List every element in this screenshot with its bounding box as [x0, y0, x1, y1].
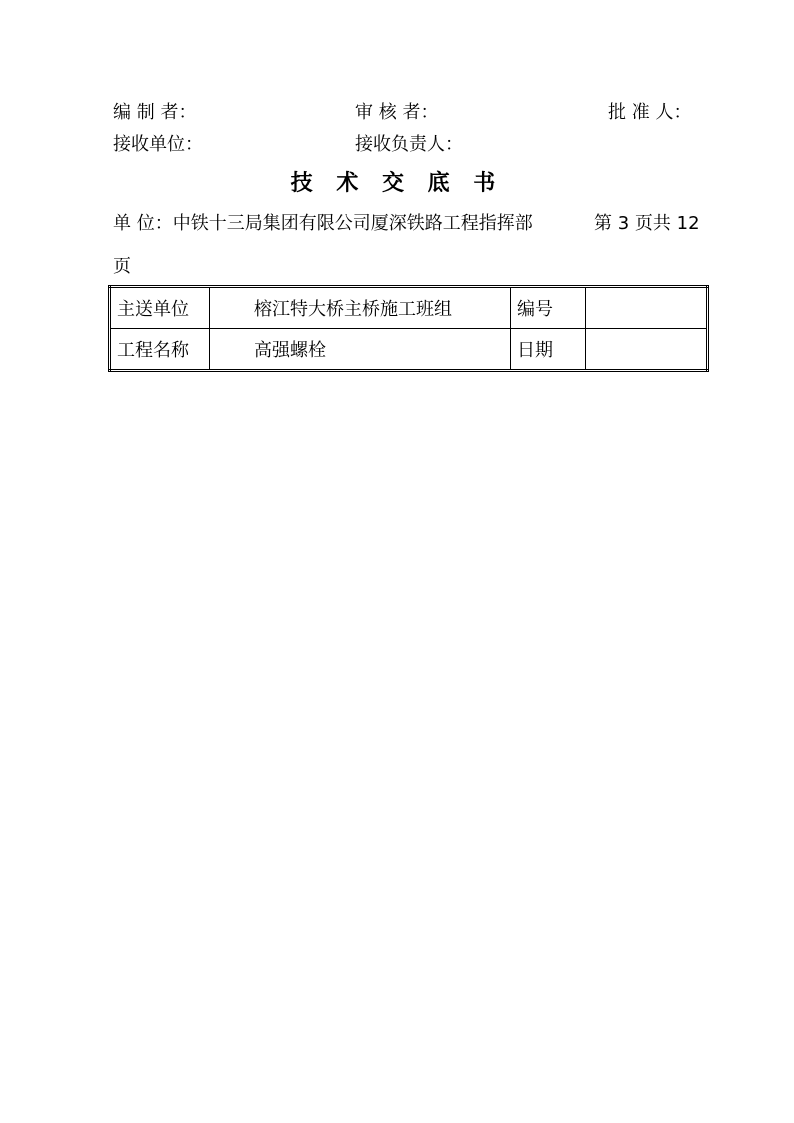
project-name-value: 高强螺栓: [210, 329, 511, 371]
recipient-unit-label: 主送单位: [110, 287, 210, 329]
approver-label: 批 准 人：: [608, 102, 692, 123]
page-info: 第 3 页共 12: [594, 213, 700, 234]
project-name-label: 工程名称: [110, 329, 210, 371]
receiving-unit-label: 接收单位：: [113, 134, 203, 155]
unit-line: [113, 212, 533, 236]
document-title: 技 术 交 底 书: [290, 171, 504, 196]
unit-label: 单 位：: [113, 213, 173, 234]
recipient-unit-value: 榕江特大桥主桥施工班组: [210, 287, 511, 329]
compiler-label: 编 制 者：: [113, 102, 197, 123]
table-row: [110, 329, 708, 371]
unit-name: 中铁十三局集团有限公司厦深铁路工程指挥部: [172, 213, 533, 234]
page-suffix: 页: [113, 256, 131, 277]
date-label: 日期: [511, 329, 586, 371]
number-label: 编号: [511, 287, 586, 329]
date-value: [586, 329, 708, 371]
receiving-person-label: 接收负责人：: [355, 134, 463, 155]
number-value: [586, 287, 708, 329]
table-row: [110, 287, 708, 329]
reviewer-label: 审 核 者：: [355, 102, 439, 123]
info-table: [108, 285, 709, 372]
